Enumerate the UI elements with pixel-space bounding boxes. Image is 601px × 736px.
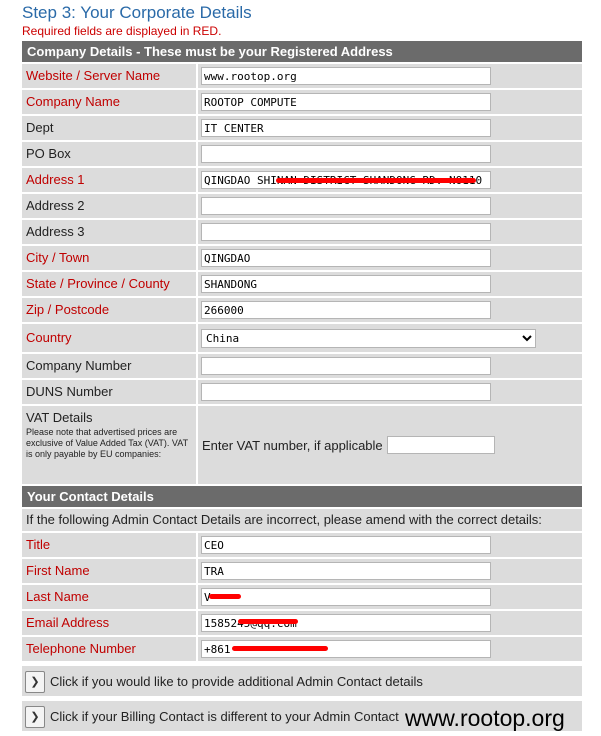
email-label: Email Address <box>22 611 196 635</box>
contact-details-heading: Your Contact Details <box>22 486 582 507</box>
redaction-mark <box>232 646 328 651</box>
city-row <box>22 246 582 270</box>
chevron-right-icon[interactable]: ❯ <box>25 706 45 728</box>
state-label: State / Province / County <box>22 272 196 296</box>
email-row <box>22 611 582 635</box>
company-name-row <box>22 90 582 114</box>
last-name-input[interactable] <box>201 588 491 606</box>
vat-label-block <box>22 406 196 484</box>
state-input[interactable] <box>201 275 491 293</box>
duns-row <box>22 380 582 404</box>
country-row <box>22 324 582 352</box>
duns-label: DUNS Number <box>22 380 196 404</box>
zip-label: Zip / Postcode <box>22 298 196 322</box>
vat-input[interactable] <box>387 436 495 454</box>
last-name-row <box>22 585 582 609</box>
billing-contact-expander-label: Click if your Billing Contact is different to your Admin Contact <box>50 709 399 724</box>
chevron-right-icon[interactable]: ❯ <box>25 671 45 693</box>
address1-row <box>22 168 582 192</box>
telephone-label: Telephone Number <box>22 637 196 661</box>
address3-input[interactable] <box>201 223 491 241</box>
title-row <box>22 533 582 557</box>
redaction-mark <box>238 619 298 624</box>
address2-input[interactable] <box>201 197 491 215</box>
po-box-input[interactable] <box>201 145 491 163</box>
last-name-label: Last Name <box>22 585 196 609</box>
first-name-label: First Name <box>22 559 196 583</box>
website-input[interactable] <box>201 67 491 85</box>
company-number-label: Company Number <box>22 354 196 378</box>
title-label: Title <box>22 533 196 557</box>
address2-row <box>22 194 582 218</box>
admin-contact-expander[interactable] <box>22 666 582 696</box>
address2-label: Address 2 <box>22 194 196 218</box>
address1-label: Address 1 <box>22 168 196 192</box>
dept-label: Dept <box>22 116 196 140</box>
city-input[interactable] <box>201 249 491 267</box>
country-label: Country <box>22 324 196 352</box>
admin-contact-expander-label: Click if you would like to provide additional Admin Contact details <box>50 674 423 689</box>
zip-input[interactable] <box>201 301 491 319</box>
dept-input[interactable] <box>201 119 491 137</box>
country-select[interactable] <box>201 329 536 348</box>
vat-title: VAT Details <box>26 410 93 425</box>
company-details-heading: Company Details - These must be your Registered Address <box>22 41 582 62</box>
telephone-row <box>22 637 582 661</box>
watermark: www.rootop.org <box>405 705 565 731</box>
city-label: City / Town <box>22 246 196 270</box>
zip-row <box>22 298 582 322</box>
website-row <box>22 64 582 88</box>
title-input[interactable] <box>201 536 491 554</box>
po-box-row <box>22 142 582 166</box>
address3-label: Address 3 <box>22 220 196 244</box>
page-title: Step 3: Your Corporate Details <box>22 3 252 22</box>
first-name-row <box>22 559 582 583</box>
redaction-mark <box>276 178 476 183</box>
corporate-details-form <box>22 41 582 731</box>
vat-note: Please note that advertised prices are exclusive of Value Added Tax (VAT). VAT is only payable by EU companies: <box>26 427 188 459</box>
state-row <box>22 272 582 296</box>
first-name-input[interactable] <box>201 562 491 580</box>
required-note: Required fields are displayed in RED. <box>22 24 222 38</box>
company-name-input[interactable] <box>201 93 491 111</box>
redaction-mark <box>209 594 241 599</box>
address3-row <box>22 220 582 244</box>
website-label: Website / Server Name <box>22 64 196 88</box>
vat-prompt: Enter VAT number, if applicable <box>202 438 383 453</box>
vat-row <box>22 406 582 484</box>
company-number-row <box>22 354 582 378</box>
company-name-label: Company Name <box>22 90 196 114</box>
po-box-label: PO Box <box>22 142 196 166</box>
duns-input[interactable] <box>201 383 491 401</box>
company-number-input[interactable] <box>201 357 491 375</box>
contact-info-text: If the following Admin Contact Details are incorrect, please amend with the correct details: <box>22 509 582 531</box>
dept-row <box>22 116 582 140</box>
